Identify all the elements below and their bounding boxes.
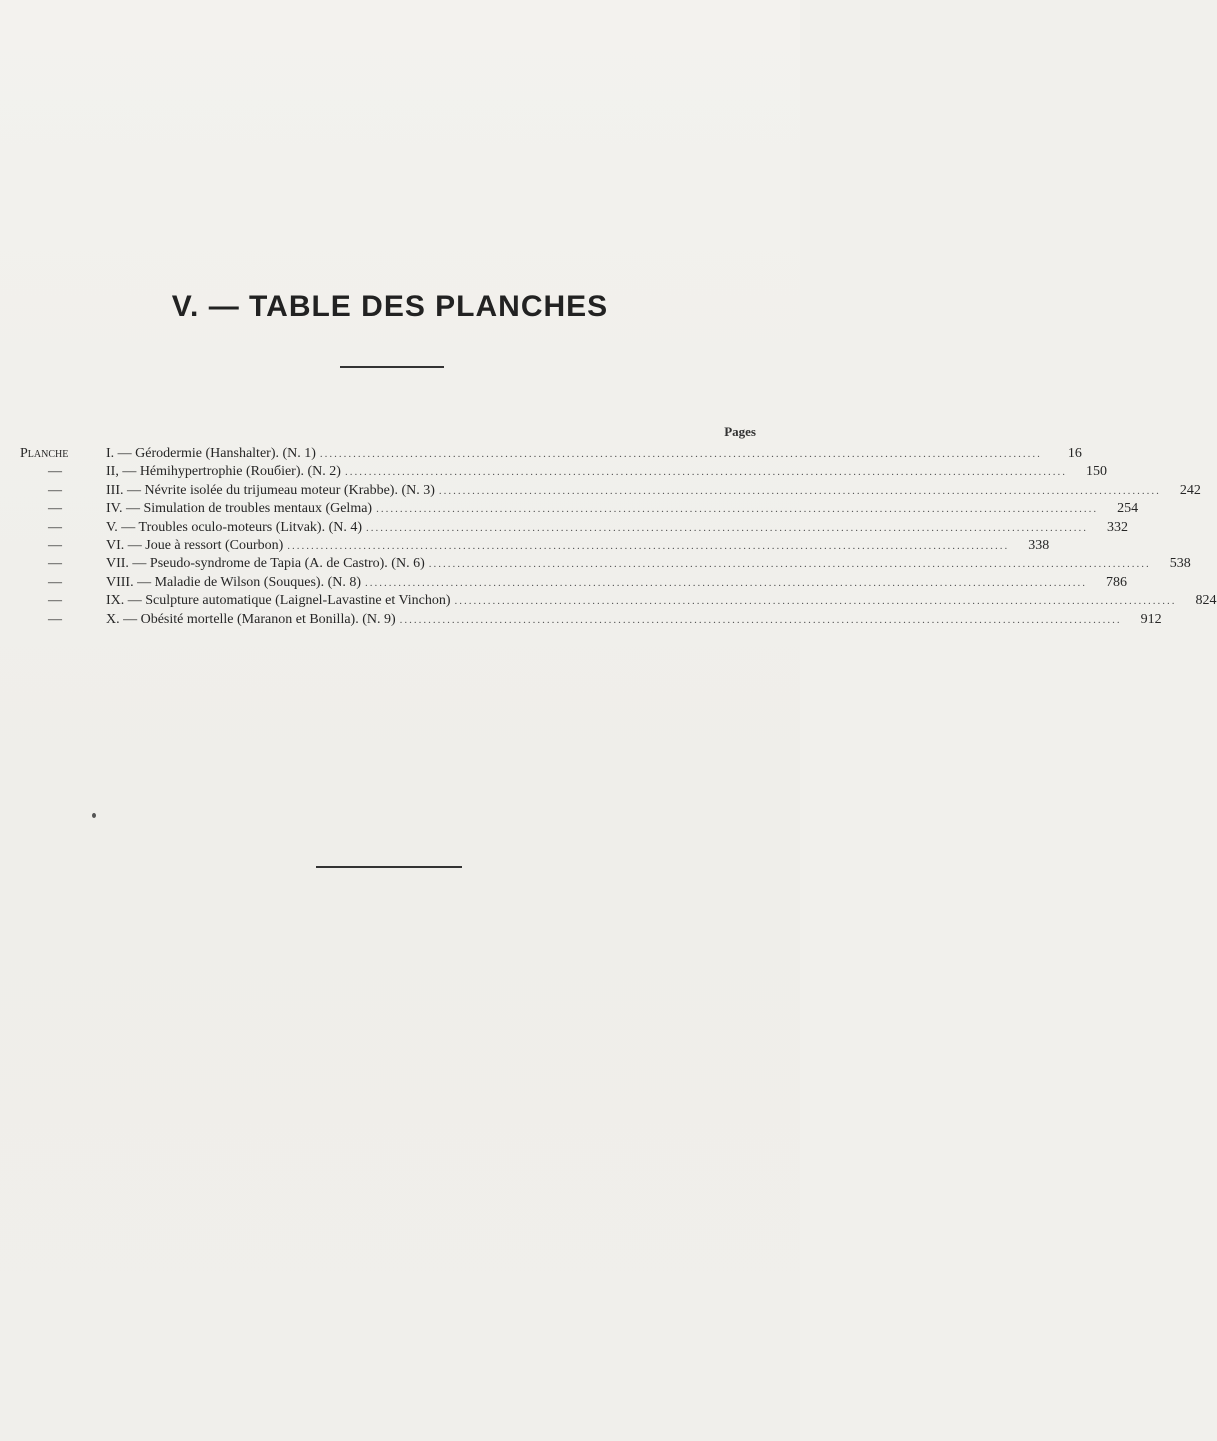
entry-label: IV. — Simulation de troubles mentaux (Gelma) (106, 501, 373, 517)
entry-page: 16 (1067, 446, 1082, 461)
entry-label: VII. — Pseudo-syndrome de Tapia (A. de Castro). (N. 6) (106, 556, 425, 572)
dot-leader (366, 522, 1088, 534)
entry-page: 254 (1117, 501, 1139, 517)
entry-prefix: — (48, 574, 62, 590)
closing-divider (316, 866, 462, 868)
entry-prefix: — (48, 519, 62, 535)
pages-column-header: Pages (724, 424, 756, 439)
entry-page: 242 (1179, 482, 1201, 498)
table-row (20, 501, 1139, 519)
entry-prefix: — (48, 464, 62, 480)
dot-leader (439, 485, 1161, 497)
entry-page: 538 (1169, 556, 1191, 572)
table-row (20, 482, 1201, 501)
dot-leader (455, 595, 1177, 607)
entry-prefix: Planche (20, 446, 69, 461)
title-divider (340, 366, 444, 368)
entry-label: III. — Névrite isolée du trijumeau moteur (Krabbe). (N. 3) (106, 482, 435, 498)
entry-label: X. — Obésité mortelle (Maranon et Bonilla). (N. 9) (106, 611, 396, 627)
dot-leader (400, 614, 1122, 626)
print-speck (92, 813, 96, 818)
entry-page: 786 (1106, 574, 1128, 590)
table-row (20, 537, 1050, 556)
entry-page: 150 (1085, 464, 1107, 480)
dot-leader (345, 466, 1067, 478)
entry-prefix: — (48, 611, 62, 627)
dot-leader (365, 577, 1087, 589)
dot-leader (429, 558, 1151, 570)
entry-prefix: — (48, 537, 62, 553)
entry-page: 824 (1195, 593, 1217, 609)
table-row (20, 519, 1128, 538)
entry-prefix: — (48, 501, 62, 517)
dot-leader (287, 540, 1009, 552)
entry-prefix: — (48, 593, 62, 609)
entry-label: VI. — Joue à ressort (Courbon) (106, 537, 284, 553)
entry-label: VIII. — Maladie de Wilson (Souques). (N. 8) (106, 574, 362, 590)
dot-leader (320, 448, 1042, 460)
entry-label: I. — Gérodermie (Hanshalter). (N. 1) (106, 446, 316, 461)
table-row (20, 574, 1128, 593)
plates-table (20, 446, 1217, 630)
entry-label: II, — Hémihypertrophie (Rouбier). (N. 2) (106, 464, 341, 480)
table-row (20, 464, 1107, 482)
table-row (20, 556, 1191, 574)
page-title: V. — TABLE DES PLANCHES (171, 290, 609, 323)
entry-page: 332 (1107, 519, 1128, 535)
entry-label: V. — Troubles oculo-moteurs (Litvak). (N. 4) (106, 519, 362, 535)
entry-prefix: — (48, 556, 62, 572)
table-row (20, 593, 1217, 611)
entry-page: 912 (1140, 611, 1162, 627)
table-row (20, 611, 1162, 630)
table-row (20, 446, 1082, 464)
entry-prefix: — (48, 482, 62, 498)
dot-leader (376, 503, 1098, 515)
entry-page: 338 (1028, 537, 1050, 553)
entry-label: IX. — Sculpture automatique (Laignel-Lavastine et Vinchon) (106, 593, 451, 609)
